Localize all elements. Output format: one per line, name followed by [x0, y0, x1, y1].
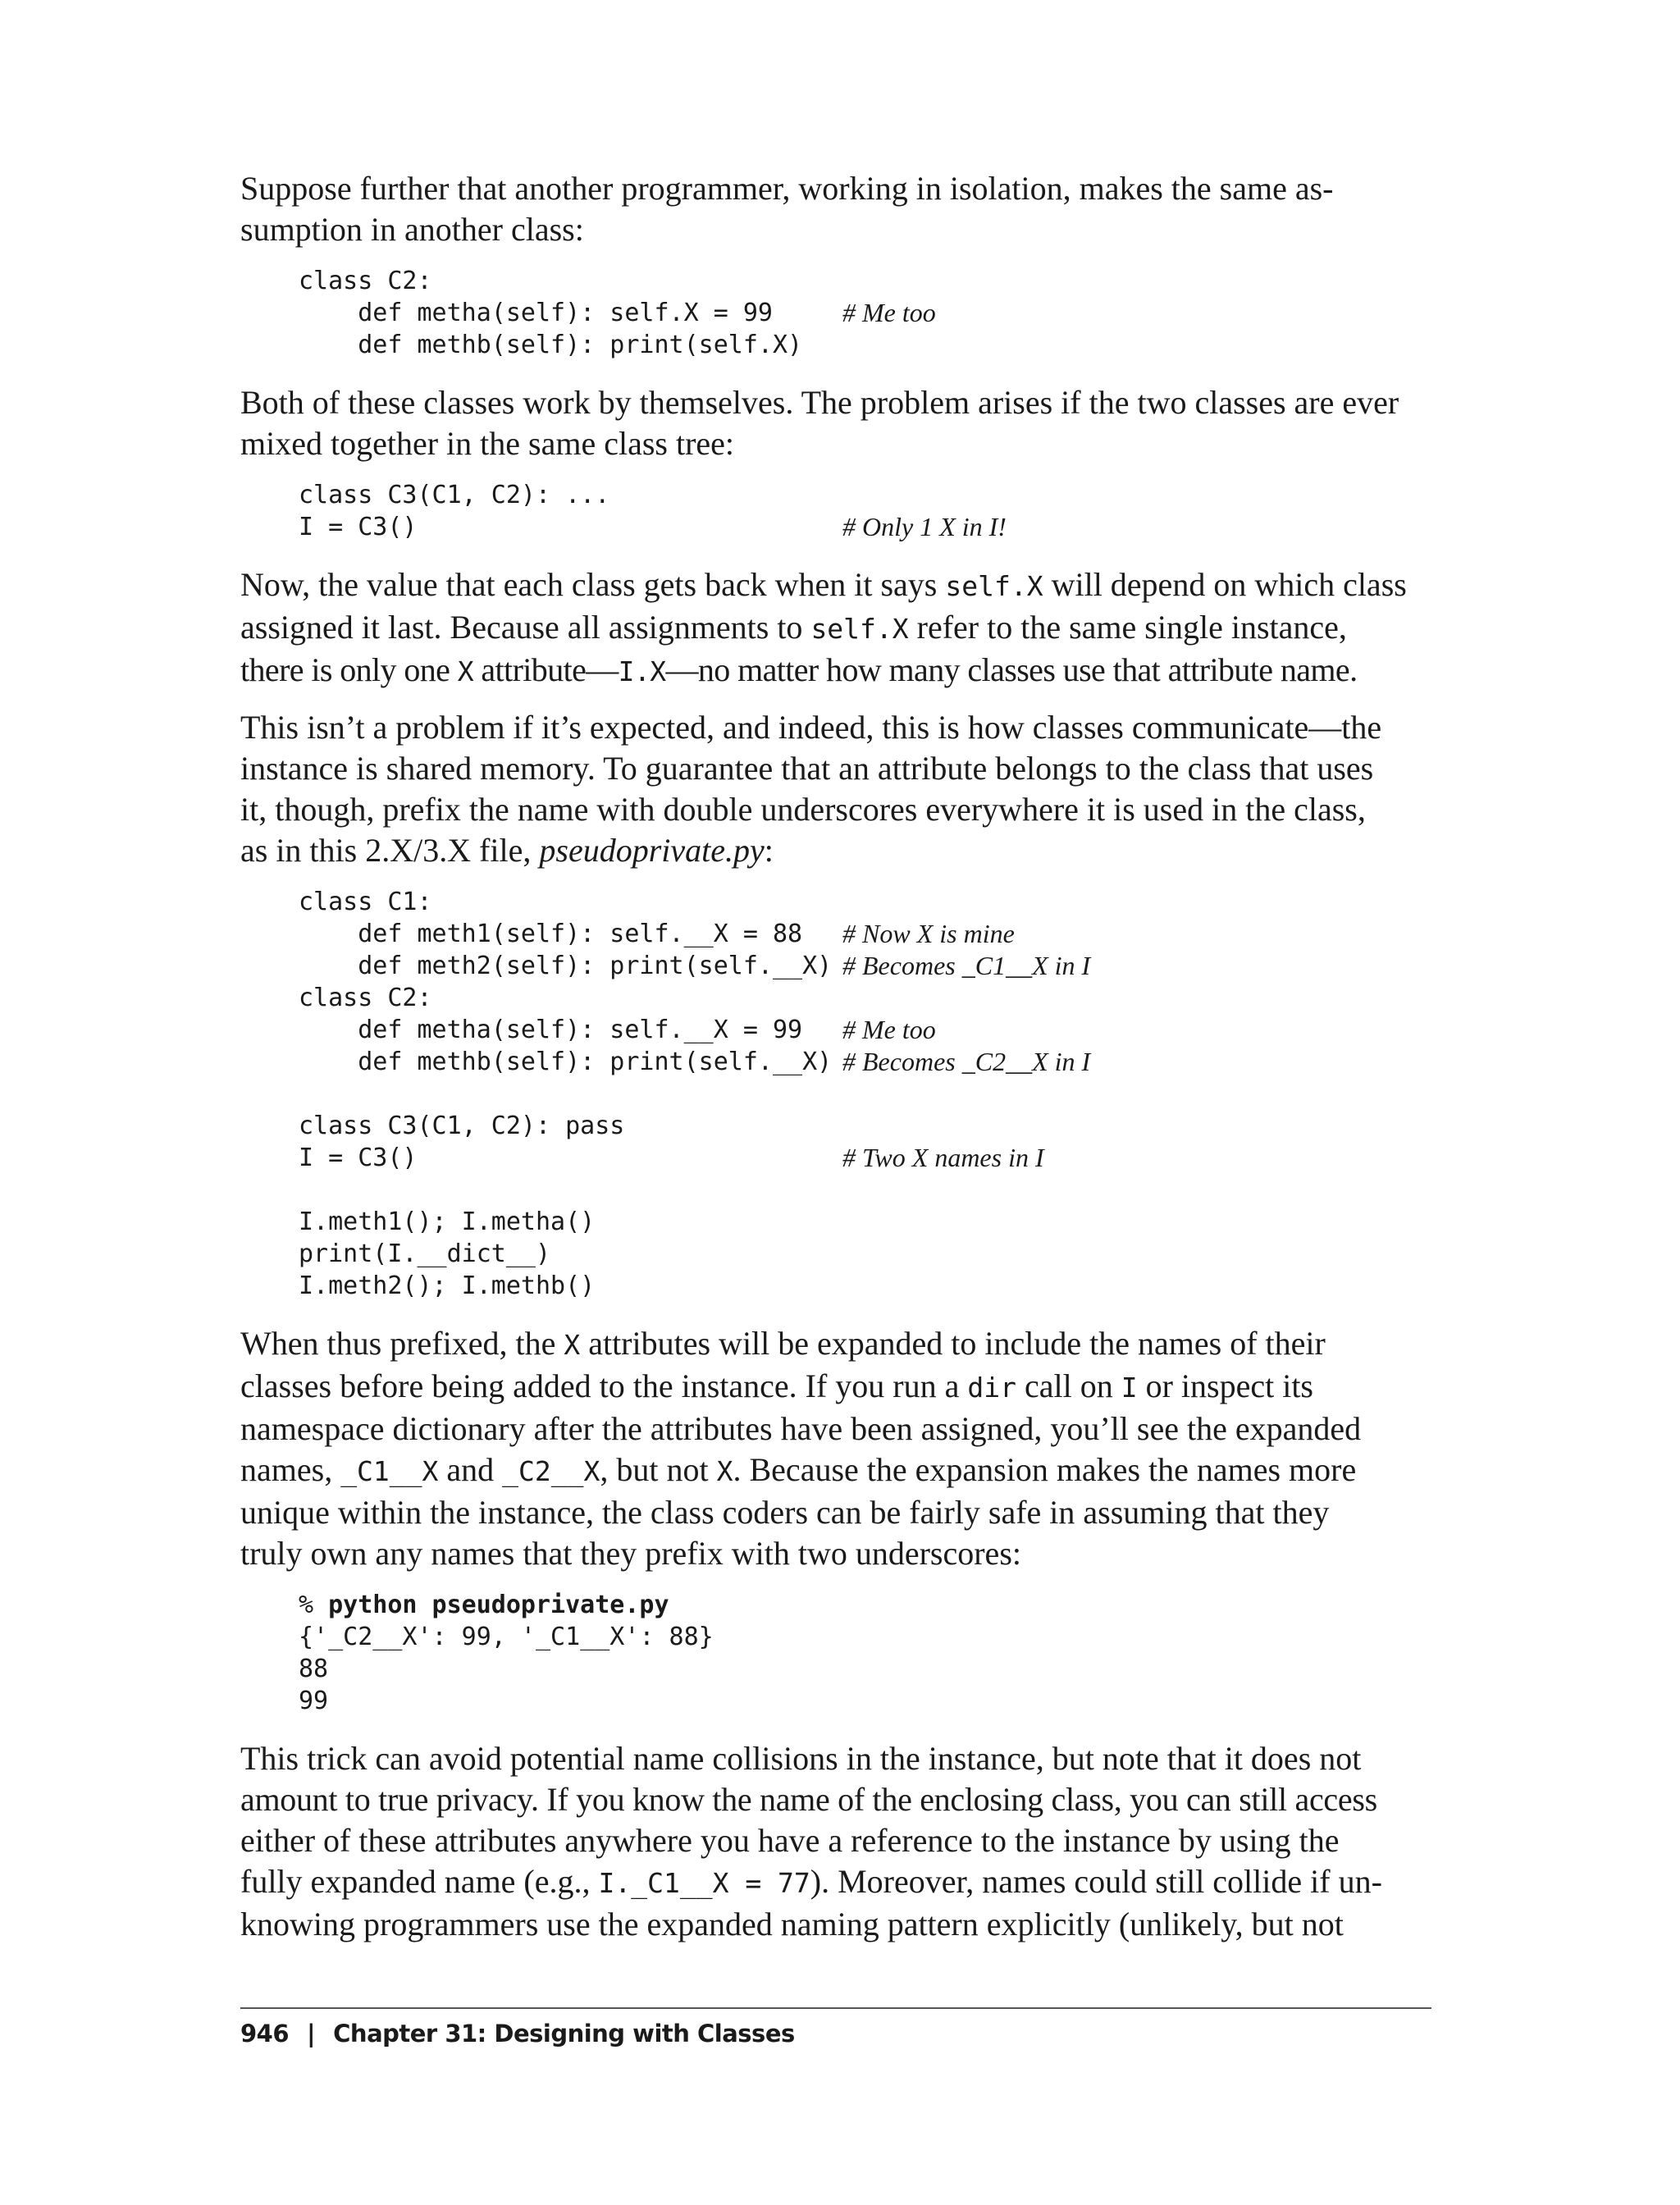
code-line — [299, 1014, 1430, 1046]
text-line: This trick can avoid potential name collisions in the instance, but note that it does not — [240, 1740, 1362, 1777]
text-run: . Because the expansion makes the names more — [733, 1451, 1357, 1488]
code-line — [299, 511, 1430, 543]
code-line — [299, 1589, 1430, 1621]
code-block-pseudoprivate — [299, 886, 1430, 1302]
code-blank-line — [299, 1078, 1430, 1110]
text-run: call on — [1016, 1367, 1121, 1404]
inline-code: _C1__X — [340, 1455, 439, 1487]
text-line: unique within the instance, the class coders can be fairly safe in assuming that they — [240, 1494, 1330, 1531]
text-line — [240, 1323, 1430, 1366]
text-line: instance is shared memory. To guarantee that an attribute belongs to the class that uses — [240, 750, 1374, 787]
paragraph-privacy — [240, 1738, 1430, 1945]
text-line: Both of these classes work by themselves. The problem arises if the two classes are ever — [240, 384, 1399, 421]
code-block-c3 — [299, 479, 1430, 543]
text-line: This isn’t a problem if it’s expected, and indeed, this is how classes communicate—the — [240, 709, 1382, 746]
code-line — [299, 982, 1430, 1014]
file-name: pseudoprivate.py — [539, 832, 765, 869]
code-line: 99 — [299, 1687, 329, 1715]
code-comment: # Only 1 X in I! — [842, 512, 1007, 541]
code-line — [299, 479, 1430, 511]
code-text: def metha(self): self.__X = 99 — [299, 1016, 803, 1044]
text-run: : — [764, 832, 774, 869]
code-line — [299, 1206, 1430, 1238]
text-line — [240, 564, 1430, 607]
code-text: class C3(C1, C2): ... — [299, 481, 610, 509]
code-text: class C1: — [299, 888, 432, 916]
text-run: will depend on which class — [1043, 566, 1407, 603]
code-text: def meth2(self): print(self.__X) — [299, 952, 833, 980]
code-line: {'_C2__X': 99, '_C1__X': 88} — [299, 1623, 714, 1651]
code-line — [299, 265, 1430, 297]
page-number: 946 — [240, 2020, 290, 2048]
code-text: def methb(self): print(self.__X) — [299, 1048, 833, 1076]
code-block-c2 — [299, 265, 1430, 361]
code-line — [299, 1110, 1430, 1142]
inline-code: dir — [967, 1372, 1016, 1404]
text-line: knowing programmers use the expanded naming pattern explicitly (unlikely, but not — [240, 1906, 1344, 1942]
inline-code: I._C1__X = 77 — [598, 1867, 810, 1899]
text-line — [240, 1449, 1430, 1492]
text-line — [240, 1861, 1430, 1904]
inline-code: _C2__X — [502, 1455, 600, 1487]
code-text: class C2: — [299, 267, 432, 295]
text-run: classes before being added to the instance. If you run a — [240, 1367, 968, 1404]
code-text: I = C3() — [299, 1144, 418, 1172]
code-text: I = C3() — [299, 513, 418, 541]
inline-code: self.X — [810, 613, 909, 645]
paragraph-prefixed — [240, 1323, 1430, 1574]
text-line: either of these attributes anywhere you have a reference to the instance by using the — [240, 1822, 1340, 1859]
text-line — [240, 650, 1430, 692]
chapter-title: Chapter 31: Designing with Classes — [333, 2020, 795, 2048]
page-footer — [240, 2020, 795, 2048]
code-block-output — [299, 1589, 1430, 1717]
text-line: Suppose further that another programmer, working in isolation, makes the same as- — [240, 170, 1334, 207]
text-run: —no matter how many classes use that attribute name. — [665, 651, 1358, 688]
text-line — [240, 830, 1430, 871]
code-line — [299, 1238, 1430, 1270]
text-line: amount to true privacy. If you know the name of the enclosing class, you can still access — [240, 1781, 1377, 1818]
code-line — [299, 950, 1430, 982]
inline-code: X — [457, 655, 473, 687]
code-line — [299, 1270, 1430, 1302]
inline-code: X — [716, 1455, 733, 1487]
shell-command: python pseudoprivate.py — [328, 1591, 669, 1619]
code-comment: # Me too — [842, 1015, 936, 1044]
code-comment: # Becomes _C1__X in I — [842, 951, 1091, 980]
code-comment: # Becomes _C2__X in I — [842, 1047, 1091, 1076]
text-run: Now, the value that each class gets back when it says — [240, 566, 946, 603]
text-run: ). Moreover, names could still collide if un- — [810, 1863, 1382, 1900]
paragraph-problem — [240, 382, 1430, 464]
text-line: namespace dictionary after the attributes have been assigned, you’ll see the expanded — [240, 1410, 1362, 1447]
text-run: or inspect its — [1137, 1367, 1313, 1404]
code-text: def metha(self): self.X = 99 — [299, 299, 773, 327]
text-run: there is only one — [240, 651, 458, 688]
code-line: 88 — [299, 1655, 329, 1683]
page-body — [240, 168, 1430, 1945]
inline-code: I.X — [618, 655, 666, 687]
code-text: print(I.__dict__) — [299, 1239, 551, 1268]
code-text: I.meth1(); I.metha() — [299, 1208, 596, 1236]
code-comment: # Now X is mine — [842, 919, 1015, 948]
code-text: def meth1(self): self.__X = 88 — [299, 920, 803, 948]
code-line — [299, 918, 1430, 950]
inline-code: X — [564, 1329, 581, 1361]
code-comment: # Me too — [842, 298, 936, 327]
code-line — [299, 886, 1430, 918]
text-run: attribute— — [472, 651, 619, 688]
text-run: , but not — [600, 1451, 717, 1488]
paragraph-value — [240, 564, 1430, 692]
paragraph-shared-memory — [240, 707, 1430, 871]
code-text: class C2: — [299, 984, 432, 1012]
code-text: def methb(self): print(self.X) — [299, 331, 803, 359]
inline-code: I — [1121, 1372, 1138, 1404]
paragraph-intro — [240, 168, 1430, 250]
inline-code: self.X — [945, 570, 1043, 602]
shell-prompt: % — [299, 1591, 329, 1619]
code-line — [299, 1142, 1430, 1174]
footer-divider — [240, 2007, 1431, 2009]
code-line — [299, 297, 1430, 329]
text-run: assigned it last. Because all assignments to — [240, 609, 811, 646]
text-run: fully expanded name (e.g., — [240, 1863, 599, 1900]
code-line — [299, 329, 1430, 361]
code-line — [299, 1046, 1430, 1078]
text-line: sumption in another class: — [240, 211, 584, 248]
text-run: refer to the same single instance, — [908, 609, 1347, 646]
text-line — [240, 607, 1430, 650]
code-blank-line — [299, 1174, 1430, 1206]
text-line: it, though, prefix the name with double underscores everywhere it is used in the class, — [240, 791, 1366, 828]
code-text: class C3(C1, C2): pass — [299, 1112, 625, 1140]
text-run: When thus prefixed, the — [240, 1325, 564, 1362]
text-line — [240, 1366, 1430, 1408]
text-run: attributes will be expanded to include the names of their — [580, 1325, 1326, 1362]
text-run: as in this 2.X/3.X file, — [240, 832, 540, 869]
text-run: names, — [240, 1451, 341, 1488]
code-text: I.meth2(); I.methb() — [299, 1271, 596, 1300]
code-comment: # Two X names in I — [842, 1143, 1044, 1172]
footer-separator: | — [307, 2020, 316, 2048]
text-line: mixed together in the same class tree: — [240, 425, 735, 462]
text-run: and — [438, 1451, 503, 1488]
text-line: truly own any names that they prefix with two underscores: — [240, 1535, 1021, 1572]
